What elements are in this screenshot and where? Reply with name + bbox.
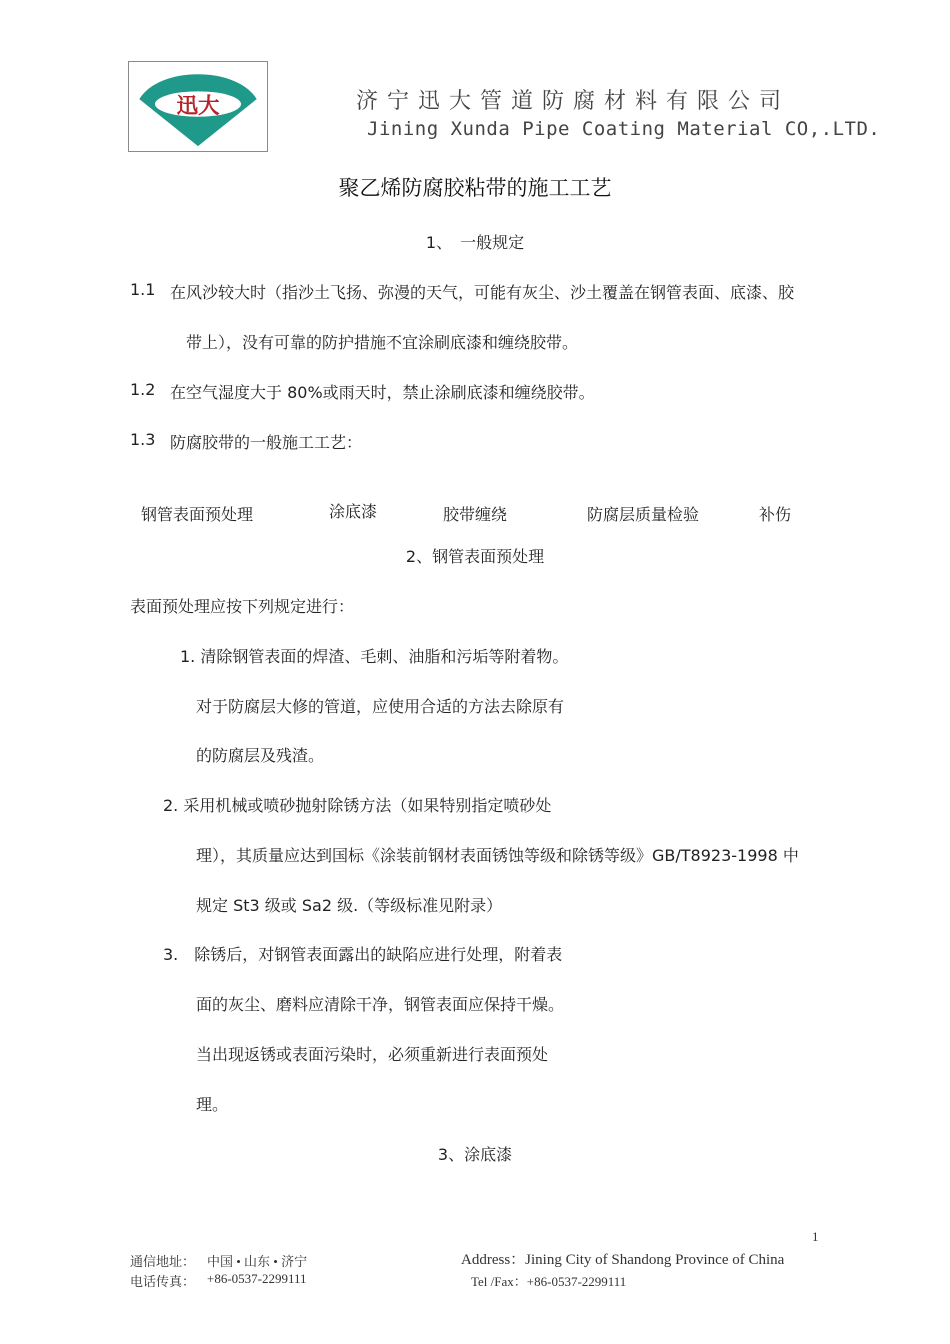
company-name-en: Jining Xunda Pipe Coating Material CO,.LTD. <box>367 118 881 140</box>
s2-item-2-text-cont: 理），其质量应达到国标《涂装前钢材表面锈蚀等级和除锈等级》GB/T8923-1998 中 <box>196 846 799 865</box>
item-1-2-text: 在空气湿度大于 80%或雨天时，禁止涂刷底漆和缠绕胶带。 <box>170 383 595 402</box>
s2-item-3-text-cont: 面的灰尘、磨料应清除干净，钢管表面应保持干燥。 <box>196 995 565 1014</box>
section-3-heading: 3、涂底漆 <box>437 1145 513 1164</box>
s2-item-1-text: 1. 清除钢管表面的焊渣、毛刺、油脂和污垢等附着物。 <box>180 647 569 666</box>
item-1-3-number: 1.3 <box>130 430 156 449</box>
item-1-1-text-cont: 带上），没有可靠的防护措施不宜涂刷底漆和缠绕胶带。 <box>186 333 579 352</box>
section-1-heading: 1、 一般规定 <box>425 233 525 252</box>
page-number: 1 <box>812 1229 819 1244</box>
flow-step-primer: 涂底漆 <box>329 502 378 521</box>
s2-item-1-text-cont: 对于防腐层大修的管道，应使用合适的方法去除原有 <box>196 697 565 716</box>
footer-tel-en: Tel /Fax：+86-0537-2299111 <box>471 1274 627 1289</box>
flow-step-repair: 补伤 <box>759 505 792 524</box>
s2-item-3-text-cont3: 理。 <box>196 1095 229 1114</box>
logo-text: 迅大 <box>176 93 220 119</box>
fan-logo-icon <box>129 62 267 151</box>
item-1-2-number: 1.2 <box>130 380 156 399</box>
s2-item-3-text: 3. 除锈后，对钢管表面露出的缺陷应进行处理，附着表 <box>163 945 563 964</box>
s2-item-2-text: 2. 采用机械或喷砂抛射除锈方法（如果特别指定喷砂处 <box>163 796 552 815</box>
item-1-1-number: 1.1 <box>130 280 156 299</box>
flow-step-pretreatment: 钢管表面预处理 <box>141 505 254 524</box>
flow-step-tape-wrapping: 胶带缠绕 <box>443 505 508 524</box>
footer-address-en: Address：Jining City of Shandong Province of China <box>461 1252 785 1268</box>
footer-tel-value: +86-0537-2299111 <box>207 1271 307 1286</box>
footer-address-label: 通信地址： <box>130 1254 196 1269</box>
s2-item-3-text-cont2: 当出现返锈或表面污染时，必须重新进行表面预处 <box>196 1045 549 1064</box>
document-title: 聚乙烯防腐胶粘带的施工工艺 <box>338 176 612 200</box>
footer-address-value: 中国 • 山东 • 济宁 <box>207 1254 308 1269</box>
flow-step-inspection: 防腐层质量检验 <box>587 505 700 524</box>
footer-tel-label: 电话传真： <box>130 1274 196 1289</box>
s2-item-1-text-cont2: 的防腐层及残渣。 <box>196 746 325 765</box>
company-name-cn: 济宁迅大管道防腐材料有限公司 <box>356 89 791 114</box>
section-2-intro: 表面预处理应按下列规定进行： <box>130 597 355 616</box>
section-2-heading: 2、钢管表面预处理 <box>405 547 545 566</box>
company-logo <box>128 61 268 152</box>
s2-item-2-text-cont2: 规定 St3 级或 Sa2 级.（等级标准见附录） <box>196 896 503 915</box>
item-1-1-text: 在风沙较大时（指沙土飞扬、弥漫的天气，可能有灰尘、沙土覆盖在钢管表面、底漆、胶 <box>170 283 795 302</box>
item-1-3-text: 防腐胶带的一般施工工艺： <box>170 433 363 452</box>
